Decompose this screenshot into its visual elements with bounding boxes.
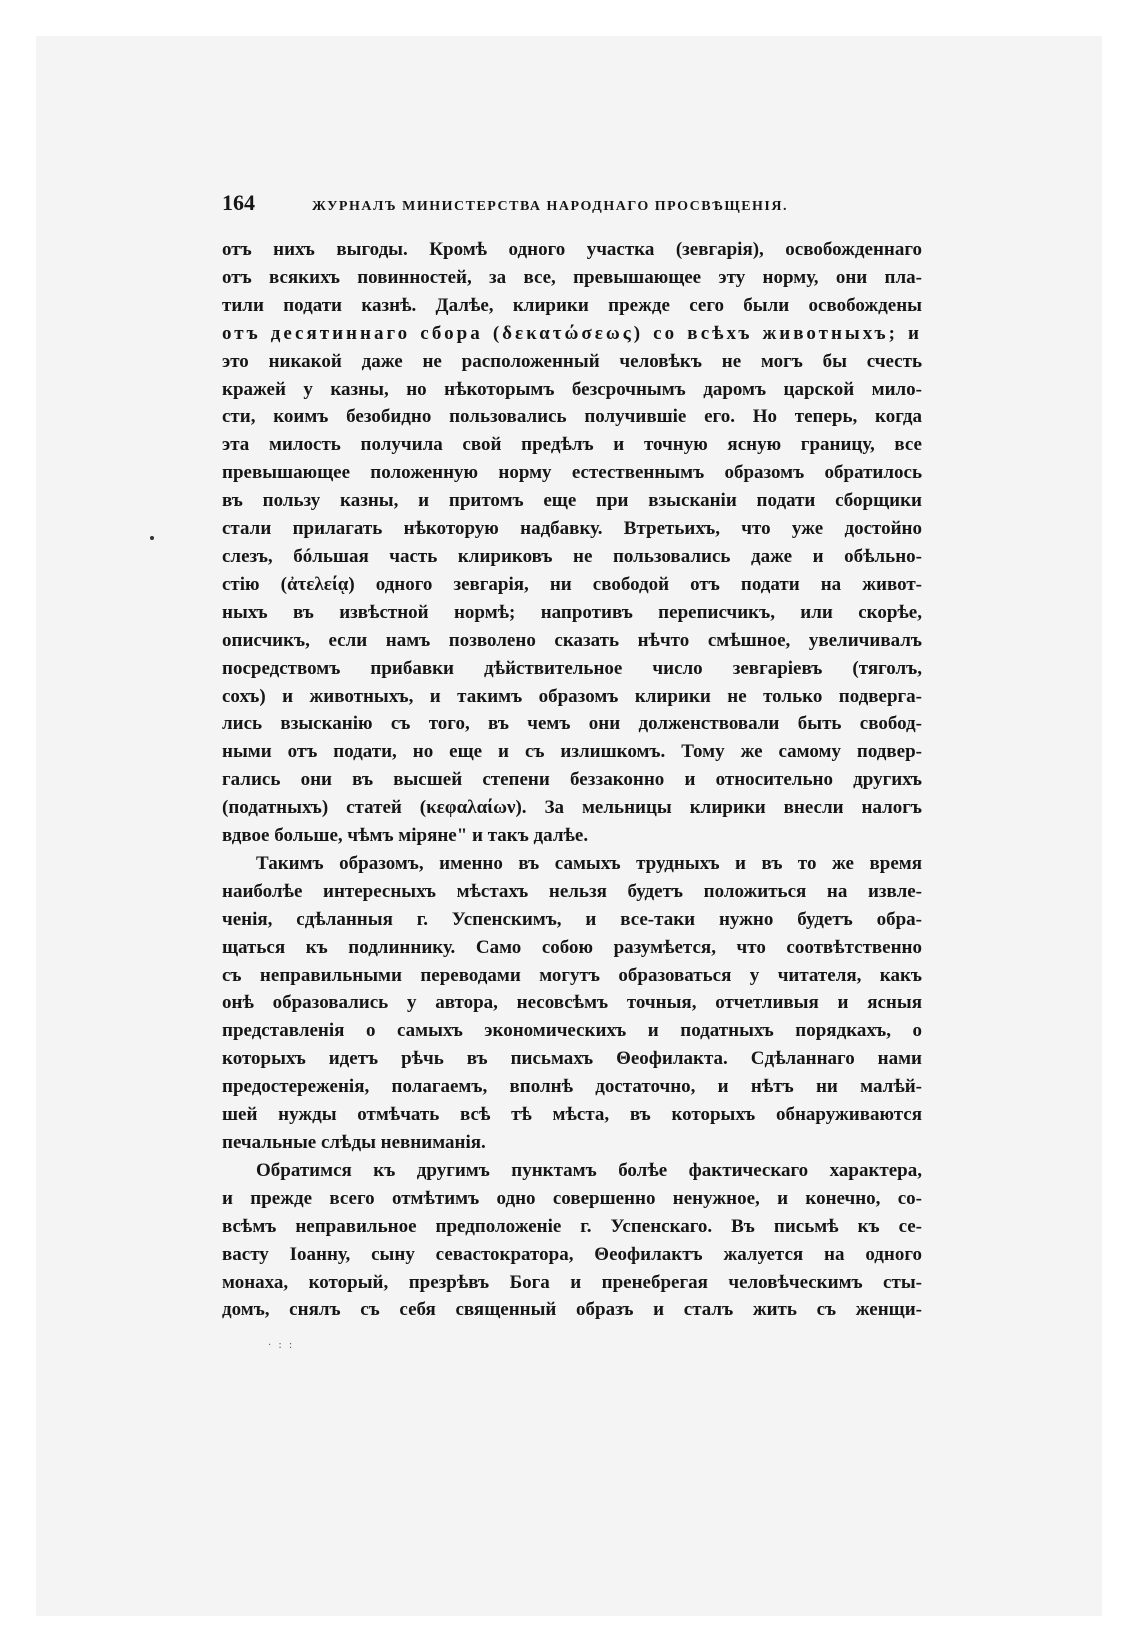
paragraph-3 bbox=[222, 1157, 922, 1324]
text-line: представленія о самыхъ экономическихъ и податныхъ порядкахъ, о bbox=[222, 1020, 922, 1042]
paragraph-2 bbox=[222, 850, 922, 1157]
text-line: лись взысканію съ того, въ чемъ они долженствовали быть свобод- bbox=[222, 713, 922, 735]
text-line: слезъ, бóльшая часть клириковъ не пользовались даже и обѣльно- bbox=[222, 545, 922, 567]
text-line: домъ, снялъ съ себя священный образъ и сталъ жить съ женщи- bbox=[222, 1299, 922, 1321]
text-line: эта милость получила свой предѣлъ и точную ясную границу, все bbox=[222, 434, 922, 456]
text-line: сохъ) и животныхъ, и такимъ образомъ клирики не только подверга- bbox=[222, 685, 922, 707]
text-line: съ неправильными переводами могутъ образоваться у читателя, какъ bbox=[222, 964, 922, 986]
text-line: гались они въ высшей степени беззаконно и относительно другихъ bbox=[222, 769, 922, 791]
text-line: васту Іоанну, сыну севастократора, Θеофилактъ жалуется на одного bbox=[222, 1243, 922, 1265]
text-line: описчикъ, если намъ позволено сказать нѣчто смѣшное, увеличивалъ bbox=[222, 629, 922, 651]
text-line: щаться къ подлиннику. Само собою разумѣется, что соотвѣтственно bbox=[222, 936, 922, 958]
text-line: кражей у казны, но нѣкоторымъ безсрочнымъ даромъ царской мило- bbox=[222, 378, 922, 400]
text-line: отъ всякихъ повинностей, за все, превышающее эту норму, они пла- bbox=[222, 266, 922, 288]
paragraph-1 bbox=[222, 236, 922, 850]
text-line: которыхъ идетъ рѣчь въ письмахъ Θеофилакта. Сдѣланнаго нами bbox=[222, 1048, 922, 1070]
text-line: Обратимся къ другимъ пунктамъ болѣе фактическаго характера, bbox=[256, 1159, 922, 1181]
running-title: ЖУРНАЛЪ МИНИСТЕРСТВА НАРОДНАГО ПРОСВѢЩЕНІЯ. bbox=[312, 199, 788, 214]
text-line: стали прилагать нѣкоторую надбавку. Втретьихъ, что уже достойно bbox=[222, 518, 922, 540]
text-line: стію (ἀτελείᾳ) одного зевгарія, ни свободой отъ подати на живот- bbox=[222, 573, 922, 595]
print-speck: · : : bbox=[268, 1340, 295, 1351]
text-line: это никакой даже не расположенный человѣкъ не могъ бы счесть bbox=[222, 350, 922, 372]
text-line: вдвое больше, чѣмъ міряне" и такъ далѣе. bbox=[222, 825, 589, 847]
book-page bbox=[222, 190, 922, 1324]
text-line: предостереженія, полагаемъ, вполнѣ достаточно, и нѣтъ ни малѣй- bbox=[222, 1076, 922, 1098]
text-line: отъ десятиннаго сбора (δεκατώσεως) со всѣхъ животныхъ; и bbox=[222, 322, 922, 344]
text-line: въ пользу казны, и притомъ еще при взысканіи подати сборщики bbox=[222, 490, 922, 512]
text-line: печальные слѣды невниманія. bbox=[222, 1132, 486, 1153]
text-line: ченія, сдѣланныя г. Успенскимъ, и все-таки нужно будетъ обра- bbox=[222, 908, 922, 930]
text-line: (податныхъ) статей (κεφαλαίων). За мельницы клирики внесли налогъ bbox=[222, 797, 922, 819]
text-line: всѣмъ неправильное предположеніе г. Успенскаго. Въ письмѣ къ се- bbox=[222, 1215, 922, 1237]
text-line: ными отъ подати, но еще и съ излишкомъ. Тому же самому подвер- bbox=[222, 741, 922, 763]
text-line: превышающее положенную норму естественнымъ образомъ обратилось bbox=[222, 462, 922, 484]
text-line: Такимъ образомъ, именно въ самыхъ трудныхъ и въ то же время bbox=[256, 852, 922, 874]
text-line: посредствомъ прибавки дѣйствительное число зевгаріевъ (тяголъ, bbox=[222, 657, 922, 679]
text-line: сти, коимъ безобидно пользовались получившіе его. Но теперь, когда bbox=[222, 406, 922, 428]
text-line: онѣ образовались у автора, несовсѣмъ точныя, отчетливыя и ясныя bbox=[222, 992, 922, 1014]
page-number: 164 bbox=[222, 190, 255, 215]
text-line: шей нужды отмѣчать всѣ тѣ мѣста, въ которыхъ обнаруживаются bbox=[222, 1104, 922, 1126]
margin-speck bbox=[150, 536, 154, 540]
page-header bbox=[222, 190, 922, 224]
text-line: наиболѣе интересныхъ мѣстахъ нельзя будетъ положиться на извле- bbox=[222, 880, 922, 902]
text-line: тили подати казнѣ. Далѣе, клирики прежде сего были освобождены bbox=[222, 294, 922, 316]
text-line: монаха, который, презрѣвъ Бога и пренебрегая человѣческимъ сты- bbox=[222, 1271, 922, 1293]
text-line: и прежде всего отмѣтимъ одно совершенно ненужное, и конечно, со- bbox=[222, 1187, 922, 1209]
text-line: отъ нихъ выгоды. Кромѣ одного участка (зевгарія), освобожденнаго bbox=[222, 239, 922, 260]
text-line: ныхъ въ извѣстной нормѣ; напротивъ переписчикъ, или скорѣе, bbox=[222, 601, 922, 623]
